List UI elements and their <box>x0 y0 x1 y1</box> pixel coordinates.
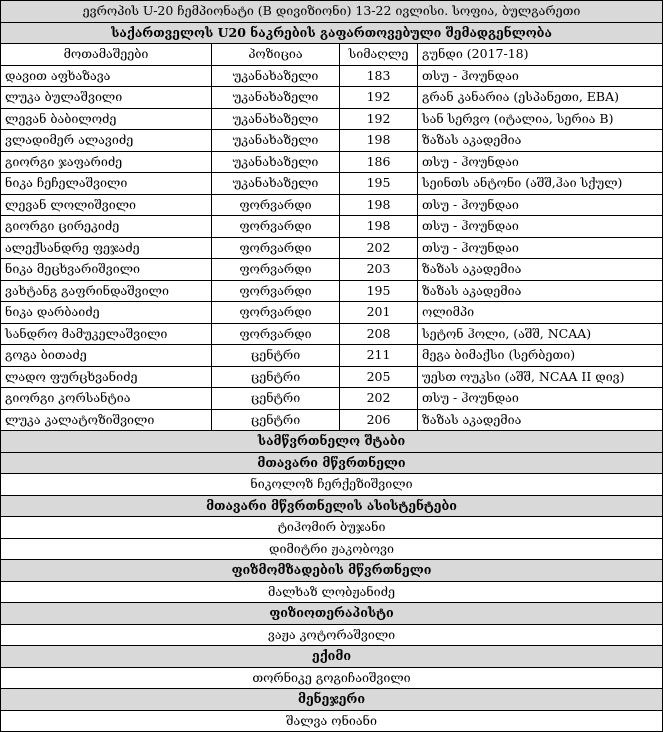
assistant-coach-name: ტიჰომირ ბუჯანი <box>1 517 663 539</box>
table-row <box>1 130 663 152</box>
staff-row <box>1 474 663 496</box>
table-row <box>1 65 663 87</box>
staff-heading-row <box>1 452 663 474</box>
coaching-staff-heading: სამწვრთნელო შტაბი <box>1 431 663 453</box>
player-position: ფორვარდი <box>212 323 340 345</box>
player-team: თსუ - ჰოუნდაი <box>418 194 663 216</box>
player-name: ლუკა კალატოზიშვილი <box>1 409 212 431</box>
player-height: 208 <box>340 323 418 345</box>
player-team: თსუ - ჰოუნდაი <box>418 216 663 238</box>
page-title: ევროპის U-20 ჩემპიონატი (B დივიზიონი) 13-22 ივლისი. სოფია, ბულგარეთი <box>1 1 663 23</box>
table-row <box>1 323 663 345</box>
table-row <box>1 151 663 173</box>
assistant-coach-name: დიმიტრი ჟაკობოვი <box>1 538 663 560</box>
player-height: 211 <box>340 345 418 367</box>
table-row <box>1 87 663 109</box>
player-position: ცენტრი <box>212 388 340 410</box>
table-row <box>1 302 663 324</box>
player-name: ლევან ბაბილოძე <box>1 108 212 130</box>
player-position: ცენტრი <box>212 366 340 388</box>
player-name: დავით აფხაზავა <box>1 65 212 87</box>
player-name: ნიკა ჩეჩელაშვილი <box>1 173 212 195</box>
column-header-team: გუნდი (2017-18) <box>418 44 663 66</box>
player-height: 198 <box>340 130 418 152</box>
player-height: 183 <box>340 65 418 87</box>
player-height: 203 <box>340 259 418 281</box>
staff-heading-row <box>1 560 663 582</box>
player-team: ზაზას აკადემია <box>418 259 663 281</box>
player-team: მეგა ბიმაქსი (სერბეთი) <box>418 345 663 367</box>
player-height: 202 <box>340 237 418 259</box>
player-position: უკანახაზელი <box>212 173 340 195</box>
staff-row <box>1 517 663 539</box>
player-height: 198 <box>340 194 418 216</box>
player-name: ნიკა დარბაიძე <box>1 302 212 324</box>
staff-row <box>1 667 663 689</box>
staff-row <box>1 624 663 646</box>
player-position: ცენტრი <box>212 409 340 431</box>
player-name: ვახტანგ გაფრინდაშვილი <box>1 280 212 302</box>
table-row <box>1 194 663 216</box>
player-position: ფორვარდი <box>212 216 340 238</box>
staff-heading-row <box>1 495 663 517</box>
player-height: 192 <box>340 108 418 130</box>
assistants-heading: მთავარი მწვრთნელის ასისტენტები <box>1 495 663 517</box>
player-position: უკანახაზელი <box>212 130 340 152</box>
table-row <box>1 259 663 281</box>
column-header-row <box>1 44 663 66</box>
staff-heading-row <box>1 603 663 625</box>
fitness-coach-heading: ფიზმომზადების მწვრთნელი <box>1 560 663 582</box>
staff-row <box>1 538 663 560</box>
player-team: უესთ ოუკსი (აშშ, NCAA II დივ) <box>418 366 663 388</box>
table-row <box>1 108 663 130</box>
table-row <box>1 366 663 388</box>
player-name: ლადო ფურცხვანიძე <box>1 366 212 388</box>
table-row <box>1 280 663 302</box>
doctor-name: თორნიკე გოგიჩაიშვილი <box>1 667 663 689</box>
player-height: 186 <box>340 151 418 173</box>
staff-heading-row <box>1 646 663 668</box>
page-subtitle: საქართველოს U20 ნაკრების გაფართოვებული შემადგენლობა <box>1 22 663 44</box>
manager-heading: მენეჯერი <box>1 689 663 711</box>
player-team: ზაზას აკადემია <box>418 409 663 431</box>
player-name: ალექსანდრე ფეჯაძე <box>1 237 212 259</box>
player-position: უკანახაზელი <box>212 108 340 130</box>
table-row <box>1 173 663 195</box>
table-row <box>1 216 663 238</box>
player-height: 206 <box>340 409 418 431</box>
doctor-heading: ექიმი <box>1 646 663 668</box>
head-coach-name: ნიკოლოზ ჩერქეზიშვილი <box>1 474 663 496</box>
fitness-coach-name: მალხაზ ლობჟანიძე <box>1 581 663 603</box>
physio-heading: ფიზიოთერაპისტი <box>1 603 663 625</box>
player-height: 201 <box>340 302 418 324</box>
player-height: 195 <box>340 280 418 302</box>
player-name: ლევან ლოლიშვილი <box>1 194 212 216</box>
player-team: გრან კანარია (ესპანეთი, EBA) <box>418 87 663 109</box>
column-header-players: მოთამაშეები <box>1 44 212 66</box>
player-position: უკანახაზელი <box>212 151 340 173</box>
table-row <box>1 409 663 431</box>
staff-row <box>1 710 663 732</box>
player-height: 198 <box>340 216 418 238</box>
table-row <box>1 345 663 367</box>
player-team: სეინთს ანტონი (აშშ,ჰაი სქულ) <box>418 173 663 195</box>
player-name: გიორგი ცირეკიძე <box>1 216 212 238</box>
title-row <box>1 1 663 23</box>
player-team: სეტონ ჰოლი, (აშშ, NCAA) <box>418 323 663 345</box>
player-name: ლუკა ბულაშვილი <box>1 87 212 109</box>
player-position: ფორვარდი <box>212 302 340 324</box>
player-height: 195 <box>340 173 418 195</box>
player-name: სანდრო მამუკელაშვილი <box>1 323 212 345</box>
table-row <box>1 388 663 410</box>
staff-row <box>1 581 663 603</box>
player-team: სან სერვო (იტალია, სერია B) <box>418 108 663 130</box>
manager-name: შალვა ონიანი <box>1 710 663 732</box>
player-team: თსუ - ჰოუნდაი <box>418 65 663 87</box>
column-header-position: პოზიცია <box>212 44 340 66</box>
player-position: ფორვარდი <box>212 237 340 259</box>
player-position: ფორვარდი <box>212 259 340 281</box>
player-name: გოგა ბითაძე <box>1 345 212 367</box>
player-height: 202 <box>340 388 418 410</box>
physio-name: ვაჟა კოტორაშვილი <box>1 624 663 646</box>
player-team: ზაზას აკადემია <box>418 130 663 152</box>
player-height: 192 <box>340 87 418 109</box>
head-coach-heading: მთავარი მწვრთნელი <box>1 452 663 474</box>
staff-heading-row <box>1 431 663 453</box>
player-height: 205 <box>340 366 418 388</box>
player-position: ცენტრი <box>212 345 340 367</box>
player-name: ნიკა მეცხვარიშვილი <box>1 259 212 281</box>
player-team: თსუ - ჰოუნდაი <box>418 151 663 173</box>
subtitle-row <box>1 22 663 44</box>
table-row <box>1 237 663 259</box>
player-team: ოლიმპი <box>418 302 663 324</box>
player-team: ზაზას აკადემია <box>418 280 663 302</box>
player-name: გიორგი კორსანტია <box>1 388 212 410</box>
player-name: ვლადიმერ ალავიძე <box>1 130 212 152</box>
player-position: ფორვარდი <box>212 194 340 216</box>
player-position: ფორვარდი <box>212 280 340 302</box>
staff-heading-row <box>1 689 663 711</box>
column-header-height: სიმაღლე <box>340 44 418 66</box>
player-position: უკანახაზელი <box>212 87 340 109</box>
player-name: გიორგი ჯაფარიძე <box>1 151 212 173</box>
player-team: თსუ - ჰოუნდაი <box>418 237 663 259</box>
player-position: უკანახაზელი <box>212 65 340 87</box>
player-team: თსუ - ჰოუნდაი <box>418 388 663 410</box>
